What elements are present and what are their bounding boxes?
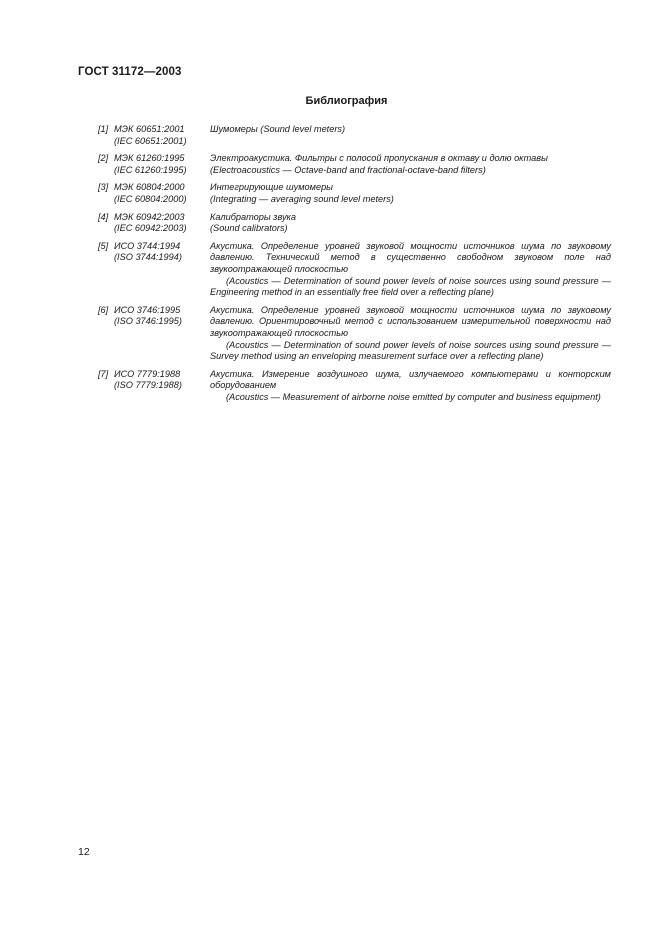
entry-description — [210, 241, 611, 299]
description-ru: Интегрирующие шумомеры — [210, 182, 333, 193]
description-en: (Sound calibrators) — [210, 223, 288, 234]
reference-primary: ИСО 3744:1994 — [114, 240, 181, 251]
description-ru: Калибраторы звука — [210, 211, 296, 222]
entry-description — [210, 153, 611, 176]
page-number: 12 — [78, 846, 90, 858]
entry-reference — [114, 305, 210, 363]
reference-secondary: (IEC 60942:2003) — [114, 223, 187, 234]
reference-secondary: (ISO 7779:1988) — [114, 380, 182, 391]
entry-reference — [114, 153, 210, 176]
bibliography-entry — [98, 241, 611, 299]
entry-reference — [114, 212, 210, 235]
bibliography-entry — [98, 369, 611, 404]
description-en: (Electroacoustics — Octave-band and fractional-octave-band filters) — [210, 164, 486, 175]
entry-number: [2] — [98, 153, 109, 164]
document-header: ГОСТ 31172—2003 — [78, 66, 182, 78]
entry-description — [210, 182, 611, 205]
reference-primary: МЭК 60651:2001 — [114, 124, 185, 134]
entry-number: [6] — [98, 304, 109, 315]
entry-number: [7] — [98, 368, 109, 379]
description-ru: Шумомеры (Sound level meters) — [210, 124, 346, 134]
entry-reference — [114, 241, 210, 299]
description-ru: Акустика. Измерение воздушного шума, излучаемого компьютерами и конторским оборудованием — [210, 368, 611, 391]
description-ru: Акустика. Определение уровней звуковой мощности источников шума по звуковому давлению. Технический метод в существенно свободном звуковом поле над звукоотражающей плоскостью — [210, 240, 611, 274]
reference-primary: ИСО 7779:1988 — [114, 368, 181, 379]
page-title: Библиография — [305, 95, 388, 107]
entry-description — [210, 212, 611, 235]
reference-secondary: (IEC 61260:1995) — [114, 164, 187, 175]
bibliography-entry — [98, 124, 611, 147]
bibliography-entry — [98, 305, 611, 363]
description-en: (Acoustics — Determination of sound power levels of noise sources using sound pressure — Survey method using an enveloping measurement surface over a reflecting plane) — [210, 339, 611, 362]
reference-primary: ИСО 3746:1995 — [114, 304, 181, 315]
reference-secondary: (ISO 3744:1994) — [114, 252, 182, 263]
description-ru: Акустика. Определение уровней звуковой мощности источников шума по звуковому давлению. Ориентировочный метод с использованием измерительной поверхности над звукоотражающей плоскостью — [210, 304, 611, 338]
reference-primary: МЭК 60804:2000 — [114, 182, 185, 193]
entry-reference — [114, 124, 210, 147]
entry-number: [5] — [98, 240, 109, 251]
reference-primary: МЭК 61260:1995 — [114, 153, 185, 164]
entry-number: [3] — [98, 182, 109, 193]
reference-primary: МЭК 60942:2003 — [114, 211, 185, 222]
entry-reference — [114, 182, 210, 205]
description-en: (Acoustics — Measurement of airborne noise emitted by computer and business equipment) — [226, 391, 601, 402]
entry-description — [210, 305, 611, 363]
bibliography-entry — [98, 153, 611, 176]
entry-reference — [114, 369, 210, 404]
entry-number: [4] — [98, 211, 109, 222]
bibliography-entry — [98, 182, 611, 205]
entry-number: [1] — [98, 124, 109, 134]
bibliography-entry — [98, 212, 611, 235]
entry-description — [210, 369, 611, 404]
entry-description — [210, 124, 611, 147]
description-en: (Integrating — averaging sound level meters) — [210, 193, 394, 204]
reference-secondary: (ISO 3746:1995) — [114, 316, 182, 327]
description-ru: Электроакустика. Фильтры с полосой пропускания в октаву и долю октавы — [210, 153, 548, 164]
bibliography-list — [98, 124, 611, 409]
description-en: (Acoustics — Determination of sound power levels of noise sources using sound pressure — Engineering method in an essentially free field over a reflecting plane) — [210, 275, 611, 298]
reference-secondary: (IEC 60651:2001) — [114, 135, 187, 146]
reference-secondary: (IEC 60804:2000) — [114, 193, 187, 204]
